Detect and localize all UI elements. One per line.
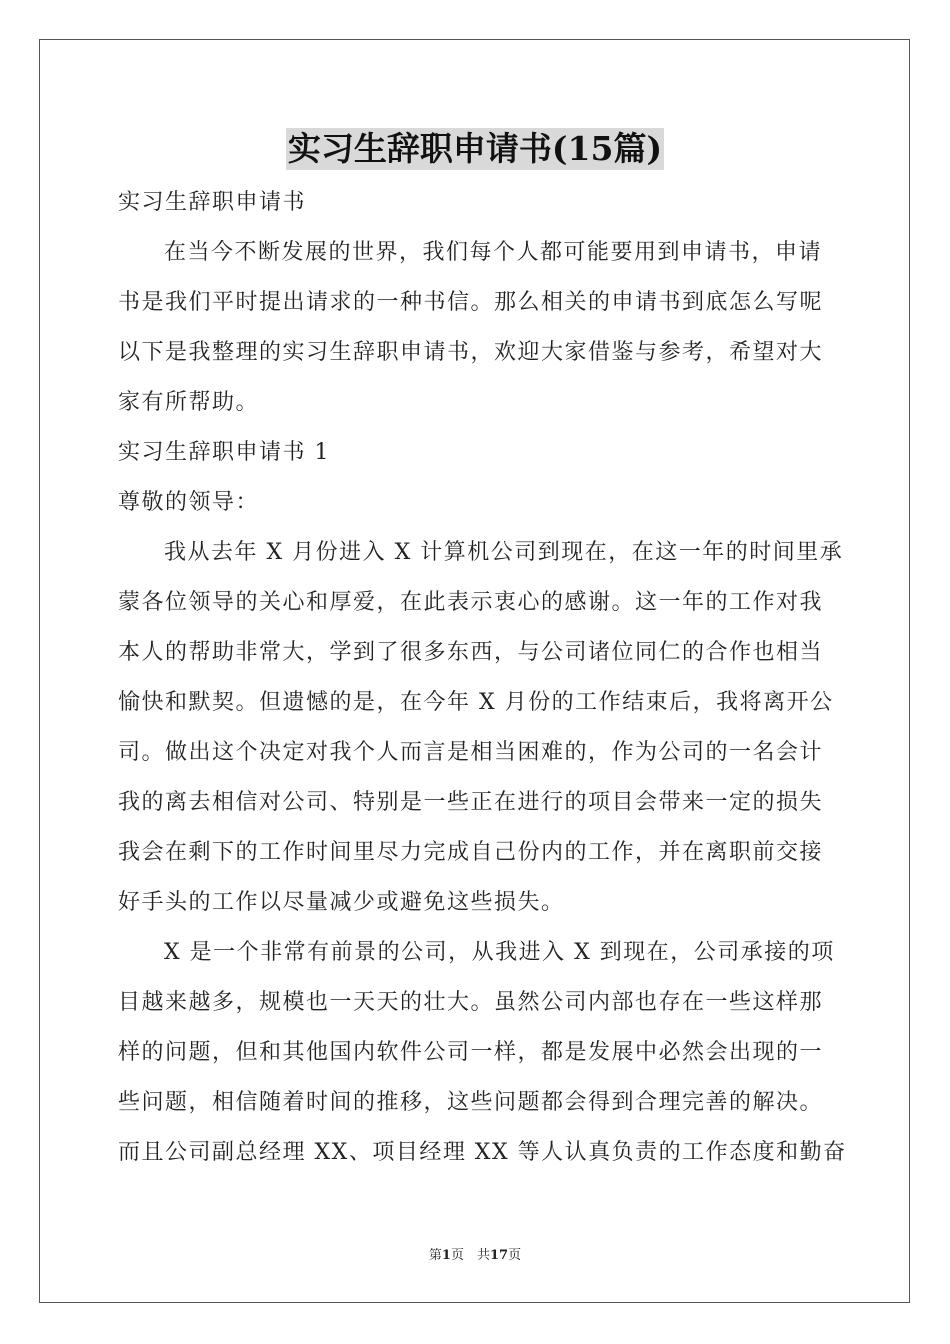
text-line: 我从去年 X 月份进入 X 计算机公司到现在，在这一年的时间里承 xyxy=(164,540,844,565)
footer-suffix: 页 xyxy=(508,1248,522,1263)
title-wrap xyxy=(0,128,950,170)
text-line: 些问题，相信随着时间的推移，这些问题都会得到合理完善的解决。 xyxy=(118,1090,824,1115)
text-line: 以下是我整理的实习生辞职申请书，欢迎大家借鉴与参考，希望对大 xyxy=(118,340,824,365)
text-line: 愉快和默契。但遗憾的是，在今年 X 月份的工作结束后，我将离开公 xyxy=(118,690,834,715)
text-line: 蒙各位领导的关心和厚爱，在此表示衷心的感谢。这一年的工作对我 xyxy=(118,590,824,615)
text-line: X 是一个非常有前景的公司，从我进入 X 到现在，公司承接的项 xyxy=(164,940,835,965)
text-line: 而且公司副总经理 XX、项目经理 XX 等人认真负责的工作态度和勤奋 xyxy=(118,1140,847,1165)
text-line: 书是我们平时提出请求的一种书信。那么相关的申请书到底怎么写呢 xyxy=(118,290,824,315)
text-line: 样的问题，但和其他国内软件公司一样，都是发展中必然会出现的一 xyxy=(118,1040,824,1065)
text-line: 实习生辞职申请书 1 xyxy=(118,440,330,465)
text-line: 本人的帮助非常大，学到了很多东西，与公司诸位同仁的合作也相当 xyxy=(118,640,824,665)
text-line: 司。做出这个决定对我个人而言是相当困难的，作为公司的一名会计 xyxy=(118,740,824,765)
text-line: 好手头的工作以尽量减少或避免这些损失。 xyxy=(118,890,565,915)
footer-total-pages: 17 xyxy=(489,1248,509,1263)
footer-prefix: 第 xyxy=(428,1248,442,1263)
text-line: 在当今不断发展的世界，我们每个人都可能要用到申请书，申请 xyxy=(164,240,823,265)
text-line: 我会在剩下的工作时间里尽力完成自己份内的工作，并在离职前交接 xyxy=(118,840,824,865)
text-line: 家有所帮助。 xyxy=(118,390,260,415)
footer-mid: 页 共 xyxy=(450,1248,490,1263)
document-title: 实习生辞职申请书(15篇) xyxy=(287,129,663,168)
footer-page-number: 1 xyxy=(441,1248,451,1263)
text-line: 尊敬的领导： xyxy=(118,490,260,515)
document-body xyxy=(118,178,847,1178)
text-line: 我的离去相信对公司、特别是一些正在进行的项目会带来一定的损失 xyxy=(118,790,824,815)
text-line: 实习生辞职申请书 xyxy=(118,190,307,215)
page-footer xyxy=(0,1244,950,1263)
text-line: 目越来越多，规模也一天天的壮大。虽然公司内部也存在一些这样那 xyxy=(118,990,824,1015)
